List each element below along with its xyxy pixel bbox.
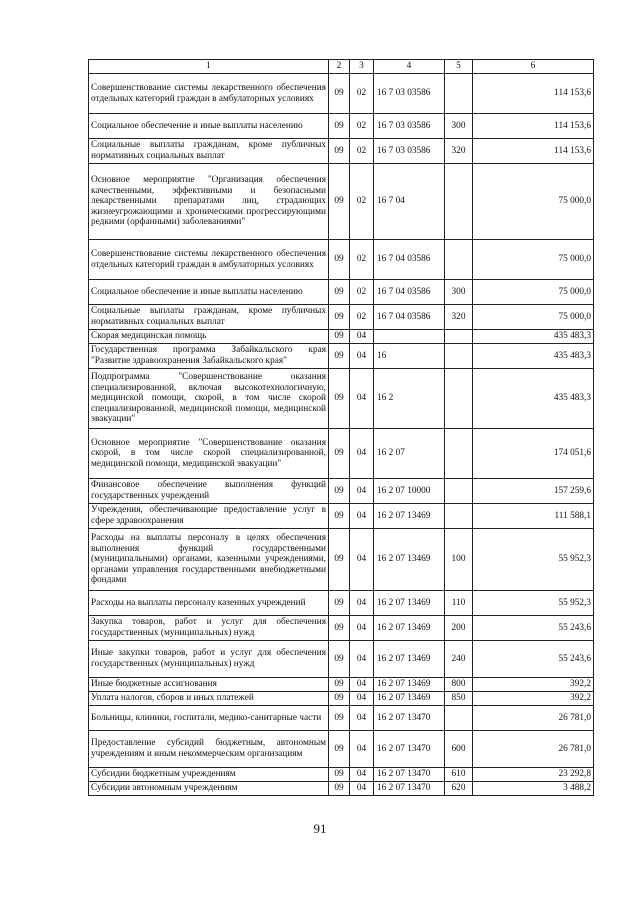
table-row [89, 529, 594, 591]
row-expense-type-cell: 240 [445, 641, 473, 678]
budget-table [88, 59, 594, 796]
row-amount-cell: 435 483,3 [473, 369, 594, 429]
row-target-item-cell: 16 2 07 10000 [374, 479, 445, 504]
row-expense-type-cell: 300 [445, 114, 473, 139]
row-target-item-cell: 16 2 07 13470 [374, 731, 445, 768]
row-amount-cell: 75 000,0 [473, 305, 594, 330]
row-target-item-cell: 16 2 [374, 369, 445, 429]
row-target-item-cell: 16 7 04 03586 [374, 305, 445, 330]
row-name-cell: Финансовое обеспечение выполнения функций государственных учреждений [89, 479, 329, 504]
row-name-cell: Основное мероприятие "Организация обеспечения качественными, эффективными и безопасными лекарственными препаратами лиц, страдающих жизнеугрожающими и хроническими прогрессирующими редкими (орфанными) заболеваниями" [89, 164, 329, 240]
table-row [89, 74, 594, 114]
row-section-cell: 09 [329, 280, 350, 305]
row-expense-type-cell [445, 369, 473, 429]
row-name-cell: Совершенствование системы лекарственного обеспечения отдельных категорий граждан в амбулаторных условиях [89, 74, 329, 114]
row-section-cell: 09 [329, 692, 350, 706]
row-section-cell: 09 [329, 591, 350, 616]
row-subsection-cell: 02 [350, 305, 374, 330]
row-target-item-cell: 16 2 07 13469 [374, 529, 445, 591]
row-amount-cell: 55 243,6 [473, 641, 594, 678]
row-expense-type-cell: 620 [445, 782, 473, 796]
table-row [89, 330, 594, 344]
row-amount-cell: 435 483,3 [473, 330, 594, 344]
table-row [89, 479, 594, 504]
row-expense-type-cell: 200 [445, 616, 473, 641]
row-expense-type-cell: 610 [445, 768, 473, 782]
row-subsection-cell: 04 [350, 529, 374, 591]
row-expense-type-cell [445, 479, 473, 504]
row-amount-cell: 75 000,0 [473, 280, 594, 305]
row-subsection-cell: 04 [350, 641, 374, 678]
table-row [89, 678, 594, 692]
row-target-item-cell: 16 2 07 13470 [374, 706, 445, 731]
table-row [89, 591, 594, 616]
table-row [89, 344, 594, 369]
row-target-item-cell: 16 2 07 13469 [374, 591, 445, 616]
row-target-item-cell: 16 7 04 [374, 164, 445, 240]
row-expense-type-cell [445, 344, 473, 369]
header-cell: 3 [350, 60, 374, 74]
row-name-cell: Расходы на выплаты персоналу в целях обеспечения выполнения функций государственными (муниципальными) органами, казенными учреждениями, органами управления государственными внебюджетными фондами [89, 529, 329, 591]
row-expense-type-cell: 320 [445, 305, 473, 330]
row-target-item-cell: 16 2 07 13469 [374, 504, 445, 529]
row-name-cell: Больницы, клиники, госпитали, медико-санитарные части [89, 706, 329, 731]
row-subsection-cell: 02 [350, 280, 374, 305]
row-section-cell: 09 [329, 504, 350, 529]
row-amount-cell: 114 153,6 [473, 114, 594, 139]
row-target-item-cell: 16 2 07 13470 [374, 782, 445, 796]
row-name-cell: Государственная программа Забайкальского края "Развитие здравоохранения Забайкальского края" [89, 344, 329, 369]
row-name-cell: Социальные выплаты гражданам, кроме публичных нормативных социальных выплат [89, 305, 329, 330]
table-row [89, 280, 594, 305]
table-row [89, 616, 594, 641]
row-section-cell: 09 [329, 74, 350, 114]
row-expense-type-cell [445, 504, 473, 529]
row-expense-type-cell [445, 330, 473, 344]
row-subsection-cell: 02 [350, 114, 374, 139]
table-row [89, 768, 594, 782]
row-expense-type-cell: 600 [445, 731, 473, 768]
row-subsection-cell: 04 [350, 768, 374, 782]
row-amount-cell: 114 153,6 [473, 74, 594, 114]
row-target-item-cell: 16 2 07 13470 [374, 768, 445, 782]
row-amount-cell: 392,2 [473, 678, 594, 692]
row-amount-cell: 392,2 [473, 692, 594, 706]
table-row [89, 504, 594, 529]
row-subsection-cell: 04 [350, 706, 374, 731]
row-name-cell: Иные бюджетные ассигнования [89, 678, 329, 692]
row-name-cell: Совершенствование системы лекарственного обеспечения отдельных категорий граждан в амбулаторных условиях [89, 240, 329, 280]
row-subsection-cell: 02 [350, 240, 374, 280]
row-name-cell: Социальное обеспечение и иные выплаты населению [89, 114, 329, 139]
row-expense-type-cell: 110 [445, 591, 473, 616]
row-name-cell: Закупка товаров, работ и услуг для обеспечения государственных (муниципальных) нужд [89, 616, 329, 641]
row-target-item-cell [374, 330, 445, 344]
row-amount-cell: 55 952,3 [473, 591, 594, 616]
row-expense-type-cell [445, 164, 473, 240]
row-subsection-cell: 04 [350, 678, 374, 692]
page-number: 91 [313, 821, 327, 836]
row-name-cell: Подпрограмма "Совершенствование оказания специализированной, включая высокотехнологичную, медицинской помощи, скорой, в том числе скорой специализированной, медицинской помощи, медицинской эвакуации" [89, 369, 329, 429]
header-cell: 2 [329, 60, 350, 74]
header-cell: 1 [89, 60, 329, 74]
row-amount-cell: 75 000,0 [473, 164, 594, 240]
row-target-item-cell: 16 2 07 13469 [374, 692, 445, 706]
row-subsection-cell: 04 [350, 692, 374, 706]
row-section-cell: 09 [329, 330, 350, 344]
row-section-cell: 09 [329, 616, 350, 641]
row-subsection-cell: 04 [350, 330, 374, 344]
row-name-cell: Скорая медицинская помощь [89, 330, 329, 344]
row-section-cell: 09 [329, 369, 350, 429]
row-section-cell: 09 [329, 479, 350, 504]
header-cell: 6 [473, 60, 594, 74]
row-expense-type-cell: 320 [445, 139, 473, 164]
row-target-item-cell: 16 2 07 [374, 429, 445, 479]
row-subsection-cell: 04 [350, 504, 374, 529]
table-body [89, 60, 594, 796]
row-target-item-cell: 16 7 03 03586 [374, 114, 445, 139]
table-row [89, 139, 594, 164]
table-row [89, 641, 594, 678]
row-subsection-cell: 02 [350, 74, 374, 114]
row-name-cell: Предоставление субсидий бюджетным, автономным учреждениям и иным некоммерческим организациям [89, 731, 329, 768]
row-target-item-cell: 16 2 07 13469 [374, 641, 445, 678]
row-section-cell: 09 [329, 139, 350, 164]
row-target-item-cell: 16 2 07 13469 [374, 678, 445, 692]
row-target-item-cell: 16 2 07 13469 [374, 616, 445, 641]
row-name-cell: Уплата налогов, сборов и иных платежей [89, 692, 329, 706]
row-amount-cell: 55 952,3 [473, 529, 594, 591]
row-section-cell: 09 [329, 305, 350, 330]
row-name-cell: Расходы на выплаты персоналу казенных учреждений [89, 591, 329, 616]
row-name-cell: Субсидии автономным учреждениям [89, 782, 329, 796]
row-name-cell: Учреждения, обеспечивающие предоставление услуг в сфере здравоохранения [89, 504, 329, 529]
table-row [89, 731, 594, 768]
row-expense-type-cell [445, 429, 473, 479]
row-name-cell: Иные закупки товаров, работ и услуг для обеспечения государственных (муниципальных) нужд [89, 641, 329, 678]
row-section-cell: 09 [329, 731, 350, 768]
row-expense-type-cell [445, 706, 473, 731]
row-expense-type-cell: 800 [445, 678, 473, 692]
row-section-cell: 09 [329, 344, 350, 369]
row-section-cell: 09 [329, 164, 350, 240]
row-target-item-cell: 16 7 04 03586 [374, 240, 445, 280]
table-row [89, 706, 594, 731]
row-expense-type-cell: 300 [445, 280, 473, 305]
header-cell: 5 [445, 60, 473, 74]
row-amount-cell: 26 781,0 [473, 731, 594, 768]
table-row [89, 692, 594, 706]
row-subsection-cell: 04 [350, 591, 374, 616]
row-amount-cell: 75 000,0 [473, 240, 594, 280]
row-subsection-cell: 04 [350, 782, 374, 796]
row-amount-cell: 26 781,0 [473, 706, 594, 731]
table-row [89, 369, 594, 429]
table-row [89, 782, 594, 796]
row-subsection-cell: 04 [350, 429, 374, 479]
row-amount-cell: 157 259,6 [473, 479, 594, 504]
row-name-cell: Субсидии бюджетным учреждениям [89, 768, 329, 782]
table-row [89, 114, 594, 139]
row-name-cell: Социальные выплаты гражданам, кроме публичных нормативных социальных выплат [89, 139, 329, 164]
row-target-item-cell: 16 7 03 03586 [374, 74, 445, 114]
row-amount-cell: 435 483,3 [473, 344, 594, 369]
row-amount-cell: 111 588,1 [473, 504, 594, 529]
row-section-cell: 09 [329, 240, 350, 280]
row-subsection-cell: 04 [350, 616, 374, 641]
table-header-row [89, 60, 594, 74]
row-target-item-cell: 16 7 03 03586 [374, 139, 445, 164]
header-cell: 4 [374, 60, 445, 74]
row-subsection-cell: 04 [350, 731, 374, 768]
row-section-cell: 09 [329, 429, 350, 479]
table-row [89, 240, 594, 280]
row-section-cell: 09 [329, 768, 350, 782]
row-amount-cell: 23 292,8 [473, 768, 594, 782]
row-expense-type-cell: 850 [445, 692, 473, 706]
row-amount-cell: 3 488,2 [473, 782, 594, 796]
table-row [89, 429, 594, 479]
row-expense-type-cell [445, 240, 473, 280]
row-section-cell: 09 [329, 114, 350, 139]
row-amount-cell: 114 153,6 [473, 139, 594, 164]
row-section-cell: 09 [329, 678, 350, 692]
row-expense-type-cell: 100 [445, 529, 473, 591]
row-section-cell: 09 [329, 706, 350, 731]
row-amount-cell: 174 051,6 [473, 429, 594, 479]
row-target-item-cell: 16 7 04 03586 [374, 280, 445, 305]
row-amount-cell: 55 243,6 [473, 616, 594, 641]
row-subsection-cell: 04 [350, 344, 374, 369]
row-subsection-cell: 02 [350, 139, 374, 164]
row-subsection-cell: 04 [350, 369, 374, 429]
row-section-cell: 09 [329, 641, 350, 678]
row-name-cell: Социальное обеспечение и иные выплаты населению [89, 280, 329, 305]
row-section-cell: 09 [329, 782, 350, 796]
table-row [89, 164, 594, 240]
row-subsection-cell: 04 [350, 479, 374, 504]
row-target-item-cell: 16 [374, 344, 445, 369]
row-expense-type-cell [445, 74, 473, 114]
row-subsection-cell: 02 [350, 164, 374, 240]
table-row [89, 305, 594, 330]
row-name-cell: Основное мероприятие "Совершенствование оказания скорой, в том числе скорой специализированной, медицинской помощи, медицинской эвакуации" [89, 429, 329, 479]
row-section-cell: 09 [329, 529, 350, 591]
